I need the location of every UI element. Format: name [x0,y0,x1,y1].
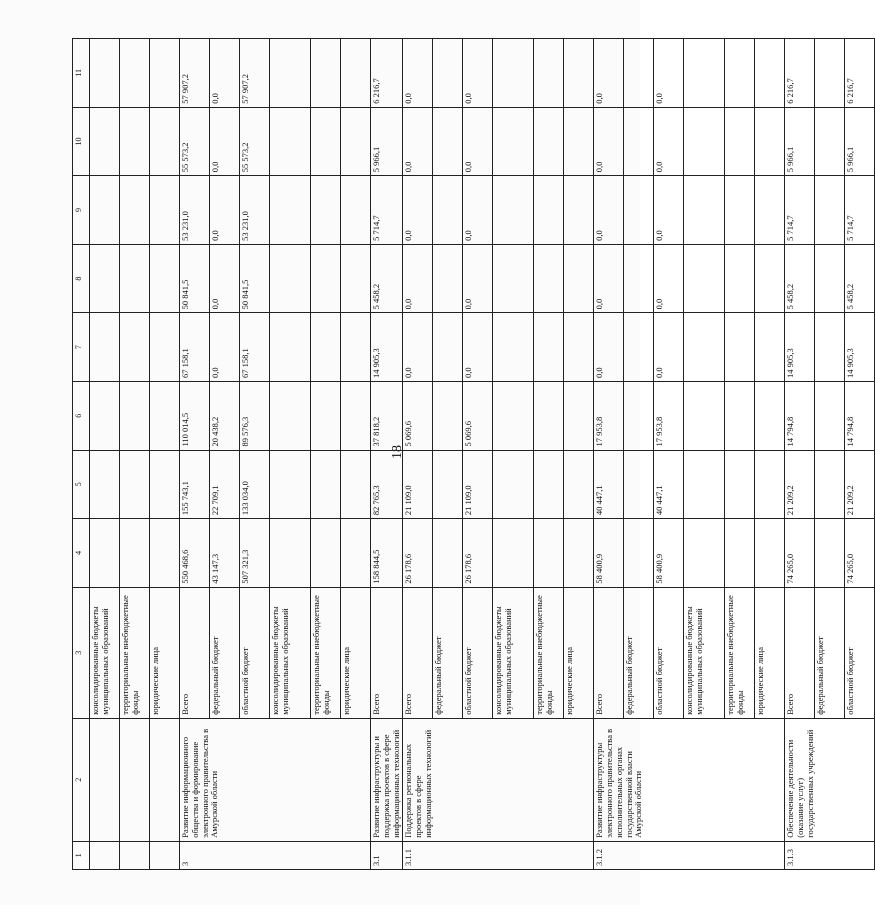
empty-cell [120,381,150,450]
amount-cell: 53 231,0 [240,176,270,245]
amount-cell: 0,0 [654,107,684,176]
amount-cell: 21 109,0 [463,450,493,519]
section-name-cell: Развитие инфраструктуры электронного правительства в исполнительных органах государственной власти Амурской области [594,718,785,841]
amount-cell [684,381,725,450]
funding-source-cell: консолидированные бюджеты муниципальных образований [493,587,534,718]
amount-cell: 5 966,1 [371,107,403,176]
amount-cell: 14 905,3 [785,313,815,382]
amount-cell [815,176,845,245]
amount-cell [311,107,341,176]
amount-cell [341,313,371,382]
amount-cell [311,519,341,588]
amount-cell [815,519,845,588]
amount-cell [624,107,654,176]
amount-cell [564,381,594,450]
table-row [90,39,120,870]
funding-source-cell: территориальные внебюджетные фонды [725,587,755,718]
funding-source-cell: Всего [785,587,815,718]
amount-cell [725,381,755,450]
amount-cell [815,244,845,313]
amount-cell: 5 069,6 [403,381,433,450]
header-cell: 2 [73,718,90,841]
amount-cell: 550 468,6 [180,519,210,588]
funding-source-cell: Всего [594,587,624,718]
header-cell: 11 [73,39,90,108]
amount-cell [270,519,311,588]
amount-cell [815,381,845,450]
amount-cell: 0,0 [403,39,433,108]
amount-cell: 22 709,1 [210,450,240,519]
amount-cell: 507 321,3 [240,519,270,588]
amount-cell [815,450,845,519]
table-row [785,39,815,870]
amount-cell: 155 743,1 [180,450,210,519]
amount-cell [564,450,594,519]
amount-cell: 0,0 [463,244,493,313]
amount-cell: 0,0 [210,39,240,108]
amount-cell: 14 905,3 [845,313,875,382]
amount-cell [433,381,463,450]
amount-cell: 58 400,9 [654,519,684,588]
table-row [594,39,624,870]
amount-cell [755,381,785,450]
amount-cell [270,313,311,382]
empty-cell [150,107,180,176]
amount-cell [270,244,311,313]
amount-cell: 67 158,1 [180,313,210,382]
amount-cell [815,313,845,382]
amount-cell [311,244,341,313]
amount-cell: 67 158,1 [240,313,270,382]
amount-cell: 55 573,2 [180,107,210,176]
header-cell: 9 [73,176,90,245]
amount-cell [534,450,564,519]
amount-cell: 50 841,5 [240,244,270,313]
amount-cell: 5 714,7 [785,176,815,245]
amount-cell: 43 147,3 [210,519,240,588]
amount-cell: 0,0 [403,244,433,313]
empty-cell [150,39,180,108]
funding-source-cell: федеральный бюджет [815,587,845,718]
amount-cell: 0,0 [463,107,493,176]
amount-cell [815,107,845,176]
header-row [73,39,90,870]
amount-cell [433,244,463,313]
amount-cell: 53 231,0 [180,176,210,245]
funding-source-cell: Всего [403,587,433,718]
amount-cell [270,39,311,108]
amount-cell: 5 458,2 [785,244,815,313]
amount-cell [534,519,564,588]
amount-cell [755,519,785,588]
amount-cell: 17 953,8 [654,381,684,450]
amount-cell [311,176,341,245]
amount-cell: 0,0 [594,313,624,382]
amount-cell: 0,0 [594,39,624,108]
table-row [180,39,210,870]
empty-cell [120,841,150,869]
amount-cell: 14 794,8 [785,381,815,450]
empty-cell [120,313,150,382]
amount-cell: 0,0 [594,244,624,313]
amount-cell [624,313,654,382]
amount-cell [755,244,785,313]
amount-cell [341,450,371,519]
empty-cell [90,107,120,176]
amount-cell [433,39,463,108]
funding-source-cell: консолидированные бюджеты муниципальных образований [270,587,311,718]
amount-cell: 0,0 [654,313,684,382]
header-cell: 4 [73,519,90,588]
amount-cell: 110 014,5 [180,381,210,450]
amount-cell [311,381,341,450]
amount-cell: 5 966,1 [845,107,875,176]
amount-cell [341,381,371,450]
amount-cell: 50 841,5 [180,244,210,313]
amount-cell: 0,0 [403,107,433,176]
amount-cell: 0,0 [403,176,433,245]
funding-source-cell: юридические лица [341,587,371,718]
amount-cell [493,381,534,450]
amount-cell [624,176,654,245]
amount-cell: 0,0 [210,107,240,176]
amount-cell: 0,0 [654,244,684,313]
amount-cell [624,244,654,313]
section-number-cell: 3.1.2 [594,841,785,869]
funding-source-cell: федеральный бюджет [624,587,654,718]
amount-cell [684,519,725,588]
funding-source-cell: территориальные внебюджетные фонды [120,587,150,718]
amount-cell [534,39,564,108]
amount-cell: 17 953,8 [594,381,624,450]
empty-cell [150,718,180,841]
header-cell: 10 [73,107,90,176]
empty-cell [90,313,120,382]
header-cell: 3 [73,587,90,718]
amount-cell [341,176,371,245]
amount-cell: 0,0 [654,39,684,108]
funding-source-cell: юридические лица [755,587,785,718]
amount-cell: 26 178,6 [463,519,493,588]
amount-cell [493,176,534,245]
amount-cell: 5 714,7 [371,176,403,245]
amount-cell: 0,0 [594,176,624,245]
header-cell: 7 [73,313,90,382]
section-name-cell: Развитие инфраструктуры и поддержка проектов в сфере информационных технологий [371,718,403,841]
amount-cell [755,176,785,245]
amount-cell: 37 818,2 [371,381,403,450]
section-number-cell: 3.1 [371,841,403,869]
amount-cell [311,450,341,519]
amount-cell [755,107,785,176]
funding-source-cell: территориальные внебюджетные фонды [311,587,341,718]
amount-cell: 5 069,6 [463,381,493,450]
empty-cell [120,107,150,176]
amount-cell [433,107,463,176]
amount-cell [433,176,463,245]
amount-cell: 40 447,1 [654,450,684,519]
amount-cell [493,450,534,519]
amount-cell: 26 178,6 [403,519,433,588]
table-row [403,39,433,870]
funding-source-cell: областной бюджет [654,587,684,718]
amount-cell: 21 209,2 [845,450,875,519]
amount-cell [270,107,311,176]
amount-cell [341,519,371,588]
amount-cell [341,107,371,176]
section-name-cell: Обеспечение деятельности (оказание услуг) государственных учреждений [785,718,875,841]
empty-cell [120,39,150,108]
rotated-table-container [72,38,856,870]
amount-cell: 158 844,5 [371,519,403,588]
empty-cell [150,313,180,382]
amount-cell [534,176,564,245]
header-cell: 8 [73,244,90,313]
amount-cell [270,450,311,519]
amount-cell [270,176,311,245]
table-row [120,39,150,870]
amount-cell: 0,0 [210,244,240,313]
amount-cell: 82 765,3 [371,450,403,519]
amount-cell [433,313,463,382]
empty-cell [150,244,180,313]
amount-cell [684,313,725,382]
amount-cell: 74 265,0 [785,519,815,588]
amount-cell: 74 265,0 [845,519,875,588]
amount-cell: 57 907,2 [180,39,210,108]
amount-cell [624,519,654,588]
amount-cell: 21 209,2 [785,450,815,519]
empty-cell [150,519,180,588]
empty-cell [120,450,150,519]
amount-cell [624,450,654,519]
empty-cell [120,718,150,841]
amount-cell [564,519,594,588]
header-cell: 6 [73,381,90,450]
amount-cell: 14 905,3 [371,313,403,382]
amount-cell [564,176,594,245]
section-number-cell: 3.1.3 [785,841,875,869]
amount-cell: 5 458,2 [371,244,403,313]
amount-cell [725,313,755,382]
amount-cell: 0,0 [654,176,684,245]
amount-cell [534,107,564,176]
funding-source-cell: федеральный бюджет [210,587,240,718]
header-cell: 1 [73,841,90,869]
amount-cell [725,39,755,108]
amount-cell [755,39,785,108]
funding-source-cell: консолидированные бюджеты муниципальных образований [684,587,725,718]
amount-cell: 0,0 [403,313,433,382]
empty-cell [90,176,120,245]
amount-cell: 58 400,9 [594,519,624,588]
empty-cell [90,718,120,841]
empty-cell [150,381,180,450]
empty-cell [90,244,120,313]
budget-table [72,38,875,870]
amount-cell: 20 438,2 [210,381,240,450]
section-name-cell: Развитие информационного общества и формирование электронного правительства в Амурской области [180,718,371,841]
empty-cell [90,381,120,450]
empty-cell [150,176,180,245]
amount-cell: 21 109,0 [403,450,433,519]
amount-cell [493,313,534,382]
empty-cell [90,450,120,519]
amount-cell [433,519,463,588]
amount-cell: 0,0 [210,313,240,382]
table-viewport [72,38,856,870]
amount-cell: 5 714,7 [845,176,875,245]
empty-cell [120,244,150,313]
amount-cell [493,244,534,313]
funding-source-cell: юридические лица [564,587,594,718]
page-number: 18 [390,445,405,459]
amount-cell: 89 576,3 [240,381,270,450]
amount-cell: 5 458,2 [845,244,875,313]
amount-cell [564,313,594,382]
amount-cell: 0,0 [463,39,493,108]
amount-cell: 0,0 [463,313,493,382]
amount-cell [493,519,534,588]
amount-cell [725,519,755,588]
amount-cell [725,107,755,176]
amount-cell [684,176,725,245]
empty-cell [90,39,120,108]
amount-cell [815,39,845,108]
amount-cell [684,39,725,108]
amount-cell: 57 907,2 [240,39,270,108]
amount-cell: 6 216,7 [845,39,875,108]
amount-cell: 55 573,2 [240,107,270,176]
amount-cell: 0,0 [463,176,493,245]
amount-cell: 0,0 [594,107,624,176]
empty-cell [90,841,120,869]
section-name-cell: Поддержка региональных проектов в сфере информационных технологий [403,718,594,841]
amount-cell [433,450,463,519]
amount-cell [534,313,564,382]
funding-source-cell: областной бюджет [240,587,270,718]
table-row [371,39,403,870]
amount-cell [725,176,755,245]
amount-cell: 5 966,1 [785,107,815,176]
section-number-cell: 3.1.1 [403,841,594,869]
amount-cell [311,39,341,108]
funding-source-cell: областной бюджет [463,587,493,718]
funding-source-cell: юридические лица [150,587,180,718]
amount-cell [755,313,785,382]
empty-cell [150,450,180,519]
amount-cell [341,244,371,313]
header-cell: 5 [73,450,90,519]
amount-cell [270,381,311,450]
empty-cell [90,519,120,588]
amount-cell [725,450,755,519]
amount-cell: 6 216,7 [371,39,403,108]
funding-source-cell: консолидированные бюджеты муниципальных образований [90,587,120,718]
amount-cell: 14 794,8 [845,381,875,450]
funding-source-cell: территориальные внебюджетные фонды [534,587,564,718]
empty-cell [120,519,150,588]
amount-cell [493,107,534,176]
amount-cell [624,39,654,108]
table-body [90,39,875,870]
amount-cell [493,39,534,108]
amount-cell [755,450,785,519]
amount-cell [564,244,594,313]
empty-cell [120,176,150,245]
funding-source-cell: областной бюджет [845,587,875,718]
funding-source-cell: федеральный бюджет [433,587,463,718]
amount-cell: 0,0 [210,176,240,245]
amount-cell [311,313,341,382]
amount-cell [534,244,564,313]
amount-cell [624,381,654,450]
amount-cell [684,107,725,176]
amount-cell: 6 216,7 [785,39,815,108]
amount-cell [341,39,371,108]
table-row [150,39,180,870]
funding-source-cell: Всего [371,587,403,718]
funding-source-cell: Всего [180,587,210,718]
section-number-cell: 3 [180,841,371,869]
amount-cell [534,381,564,450]
amount-cell [564,107,594,176]
empty-cell [150,841,180,869]
amount-cell [564,39,594,108]
amount-cell [725,244,755,313]
amount-cell: 133 034,0 [240,450,270,519]
amount-cell [684,244,725,313]
amount-cell [684,450,725,519]
amount-cell: 40 447,1 [594,450,624,519]
